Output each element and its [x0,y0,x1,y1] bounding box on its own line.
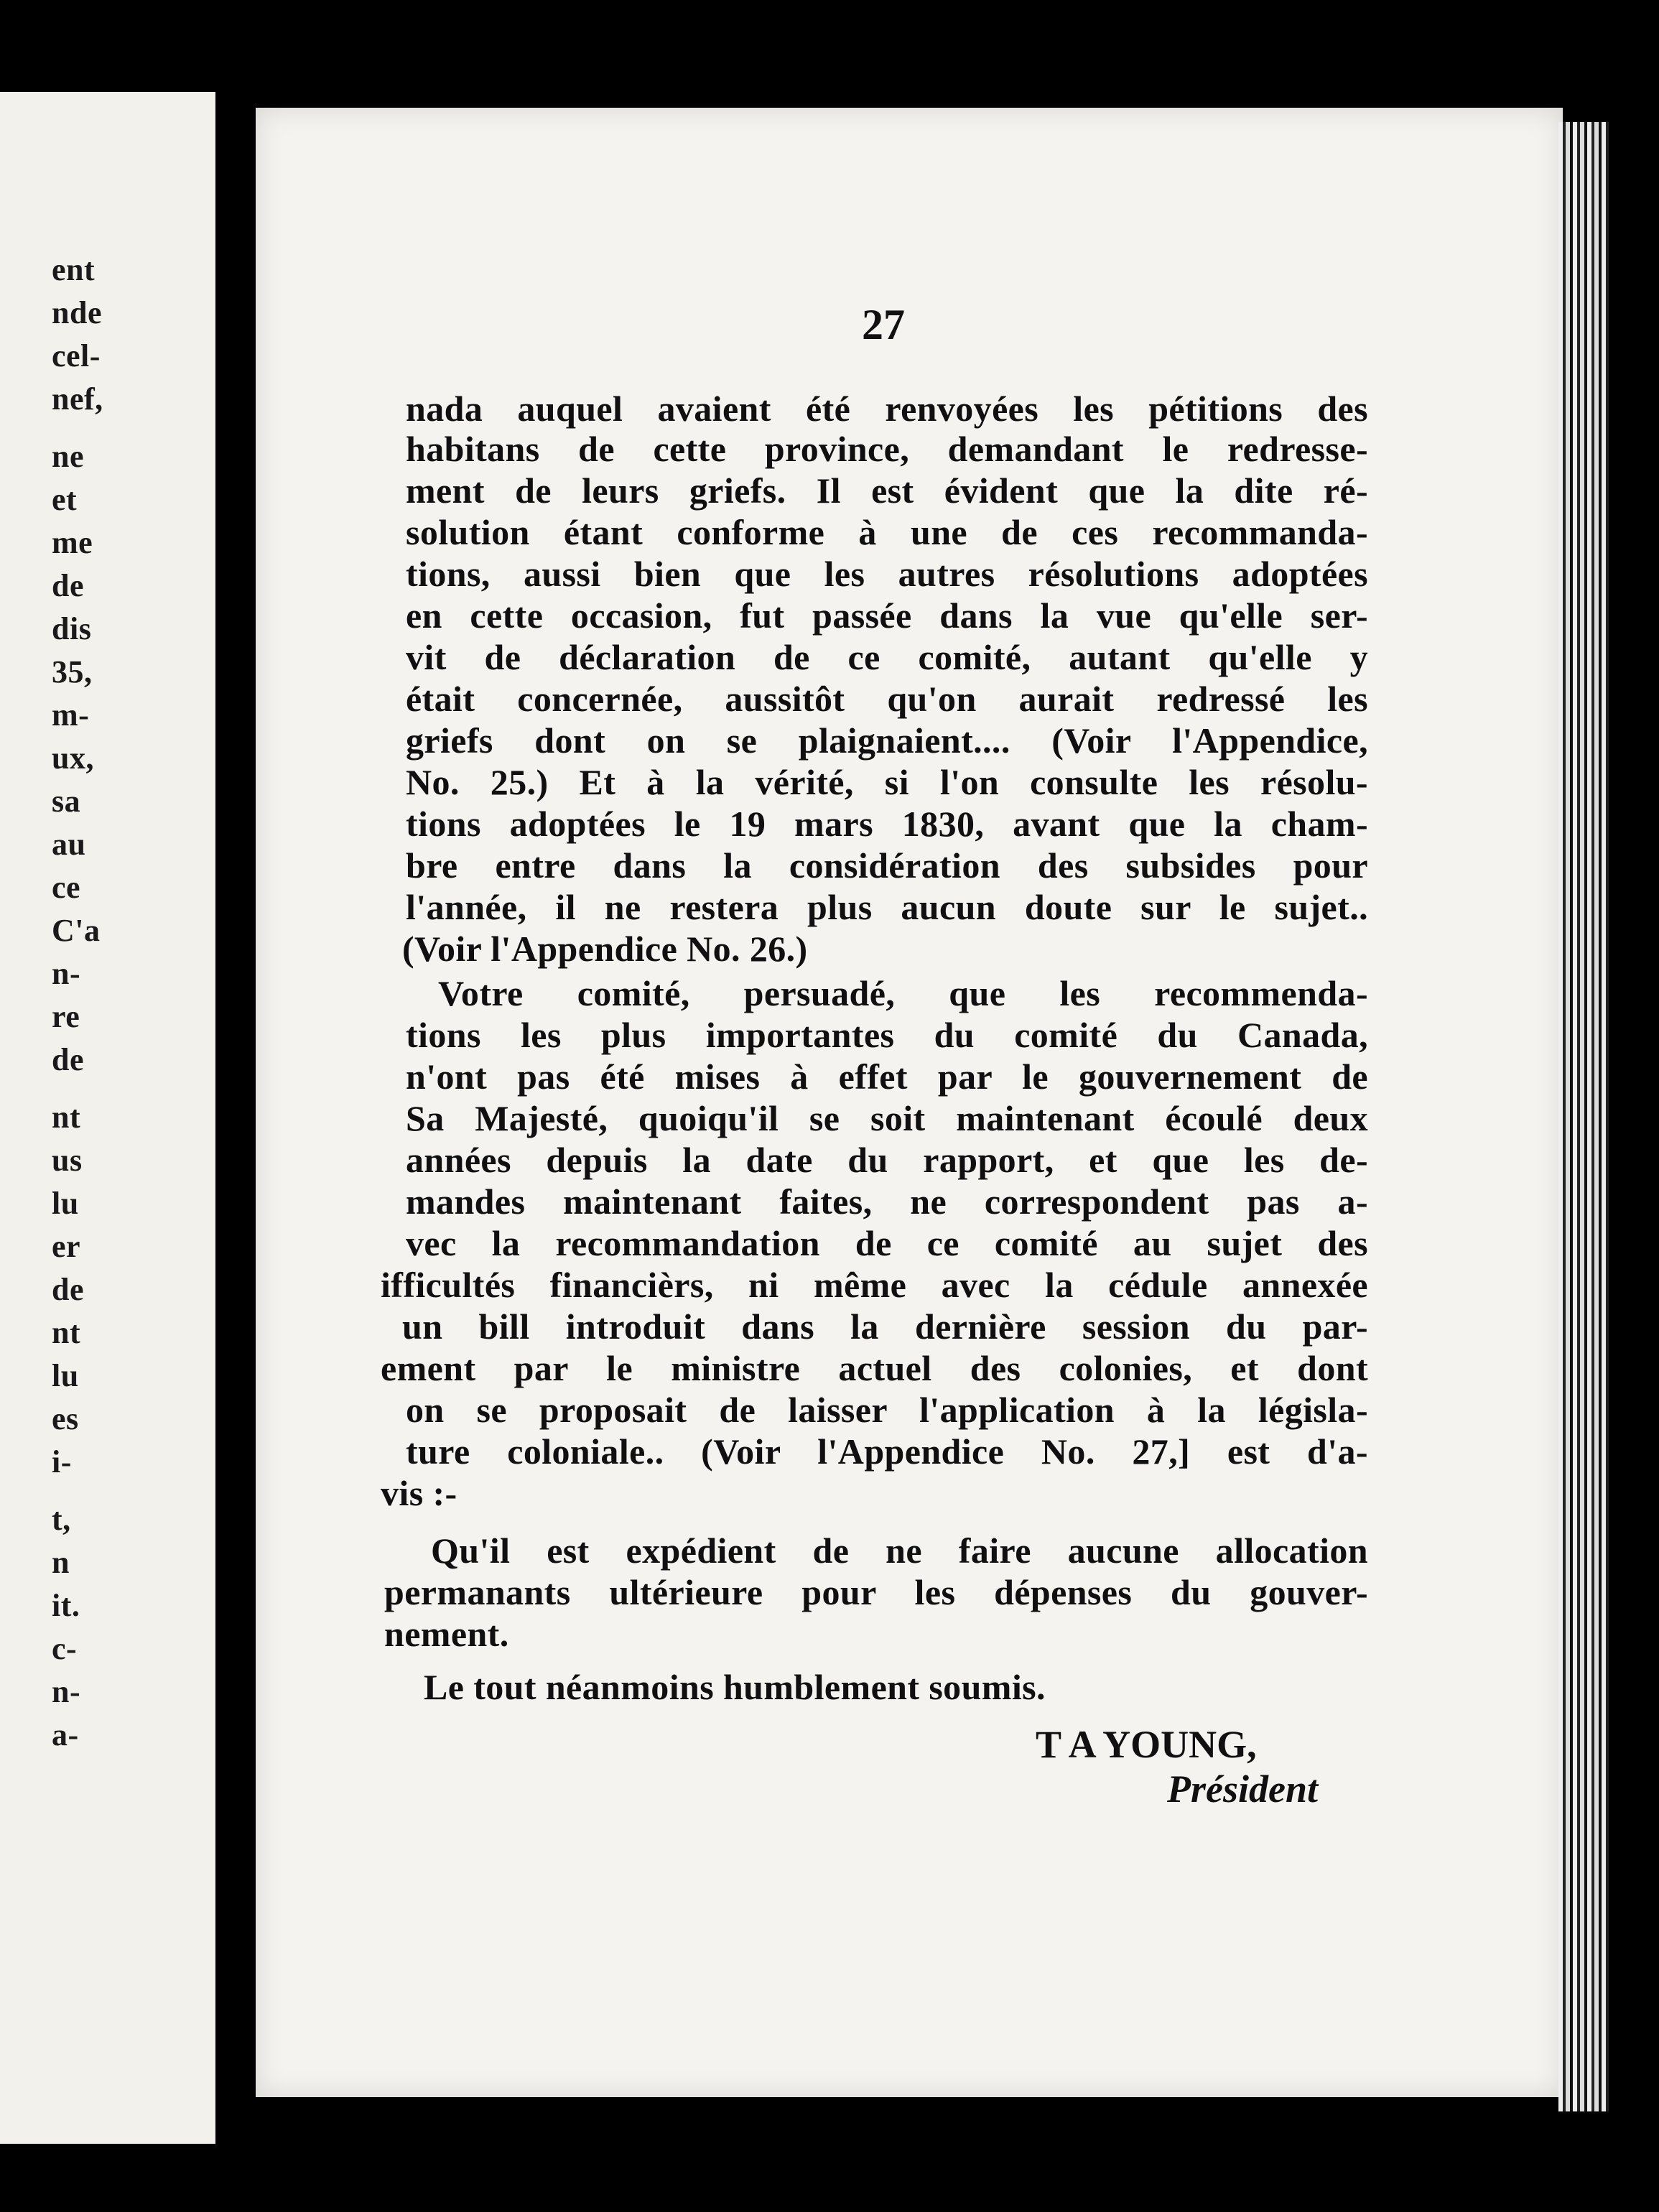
facing-page-fragment: t, [52,1502,71,1537]
text-line: Le tout néanmoins humblement soumis. [424,1667,1046,1707]
book-fore-edge [1558,122,1609,2111]
text-line: griefs dont on se plaignaient.... (Voir l'Appendice, [406,720,1368,761]
text-line: mandes maintenant faites, ne correspondent pas a- [406,1181,1368,1222]
text-line: tions, aussi bien que les autres résolutions adoptées [406,554,1368,594]
facing-page-fragment: au [52,827,86,862]
facing-page-fragment: nde [52,295,102,330]
facing-page-fragment: et [52,482,78,517]
text-line: (Voir l'Appendice No. 26.) [402,929,808,969]
signature-name: T A YOUNG, [1036,1723,1257,1766]
facing-page-fragment: de [52,568,84,603]
text-line: en cette occasion, fut passée dans la vue qu'elle ser- [406,595,1368,636]
text-line: ture coloniale.. (Voir l'Appendice No. 27,] est d'a- [406,1431,1368,1472]
facing-page-fragment: me [52,525,93,560]
text-line: vec la recommandation de ce comité au sujet des [406,1223,1368,1263]
facing-page-fragment: re [52,999,80,1034]
facing-page-fragment: de [52,1042,84,1077]
facing-page-fragment: it. [52,1588,80,1623]
text-line: No. 25.) Et à la vérité, si l'on consulte les résolu- [406,762,1368,802]
text-line: tions adoptées le 19 mars 1830, avant que la cham- [406,804,1368,844]
text-line: ement par le ministre actuel des colonies, et dont [381,1348,1368,1388]
facing-page-fragment: dis [52,611,92,646]
facing-page-fragment: nt [52,1315,81,1350]
text-line: habitans de cette province, demandant le redresse- [406,429,1368,469]
text-line: Votre comité, persuadé, que les recommenda- [438,973,1368,1013]
facing-page-fragment: ux, [52,740,94,776]
facing-page-fragment: C'a [52,913,101,948]
text-line: solution étant conforme à une de ces recommanda- [406,512,1368,552]
facing-page-fragment: de [52,1272,84,1307]
scan-bottom-border [0,2144,1659,2212]
page-number: 27 [862,301,905,348]
facing-page-fragment: ne [52,439,84,474]
facing-page-fragment: n- [52,1674,81,1709]
text-line: ifficultés financièrs, ni même avec la cédule annexée [381,1265,1368,1305]
facing-page-fragment: ent [52,252,96,287]
facing-page-fragment: 35, [52,654,93,689]
text-line: n'ont pas été mises à effet par le gouvernement de [406,1056,1368,1097]
facing-page-fragment: nt [52,1100,81,1135]
facing-page-fragment: n- [52,956,81,991]
text-line: ment de leurs griefs. Il est évident que la dite ré- [406,470,1368,511]
facing-page-fragment: cel- [52,338,101,373]
text-line: nada auquel avaient été renvoyées les pétitions des [406,389,1368,429]
text-line: vis :- [381,1473,457,1513]
facing-page-fragment: i- [52,1444,72,1479]
facing-page-fragment: ce [52,870,81,905]
scan-right-border [1609,122,1659,2111]
text-line: on se proposait de laisser l'application à la législa- [406,1390,1368,1430]
text-line: nement. [384,1614,509,1654]
text-line: vit de déclaration de ce comité, autant qu'elle y [406,637,1368,677]
text-line: était concernée, aussitôt qu'on aurait redressé les [406,679,1368,719]
text-line: l'année, il ne restera plus aucun doute sur le sujet.. [406,887,1368,927]
facing-page-fragment: nef, [52,381,103,417]
facing-page-fragment: a- [52,1717,79,1752]
book-gutter [215,92,259,2146]
facing-page-fragment: es [52,1401,79,1436]
signature-title: Président [1167,1767,1318,1811]
facing-page-fragment: c- [52,1631,78,1666]
facing-page-fragment: lu [52,1186,79,1221]
text-line: bre entre dans la considération des subsides pour [406,845,1368,886]
scan-top-border [0,0,1659,93]
text-line: permanants ultérieure pour les dépenses du gouver- [384,1572,1368,1612]
text-line: tions les plus importantes du comité du Canada, [406,1015,1368,1055]
text-line: Qu'il est expédient de ne faire aucune allocation [431,1530,1368,1571]
facing-page-fragment: us [52,1143,83,1178]
text-line: un bill introduit dans la dernière session du par- [402,1306,1368,1347]
facing-page-left [0,92,215,2146]
text-line: Sa Majesté, quoiqu'il se soit maintenant écoulé deux [406,1098,1368,1138]
text-line: années depuis la date du rapport, et que les de- [406,1140,1368,1180]
facing-page-fragment: sa [52,784,81,819]
facing-page-fragment: er [52,1229,81,1264]
facing-page-fragment: lu [52,1358,79,1393]
facing-page-fragment: n [52,1545,70,1580]
facing-page-fragment: m- [52,697,90,733]
